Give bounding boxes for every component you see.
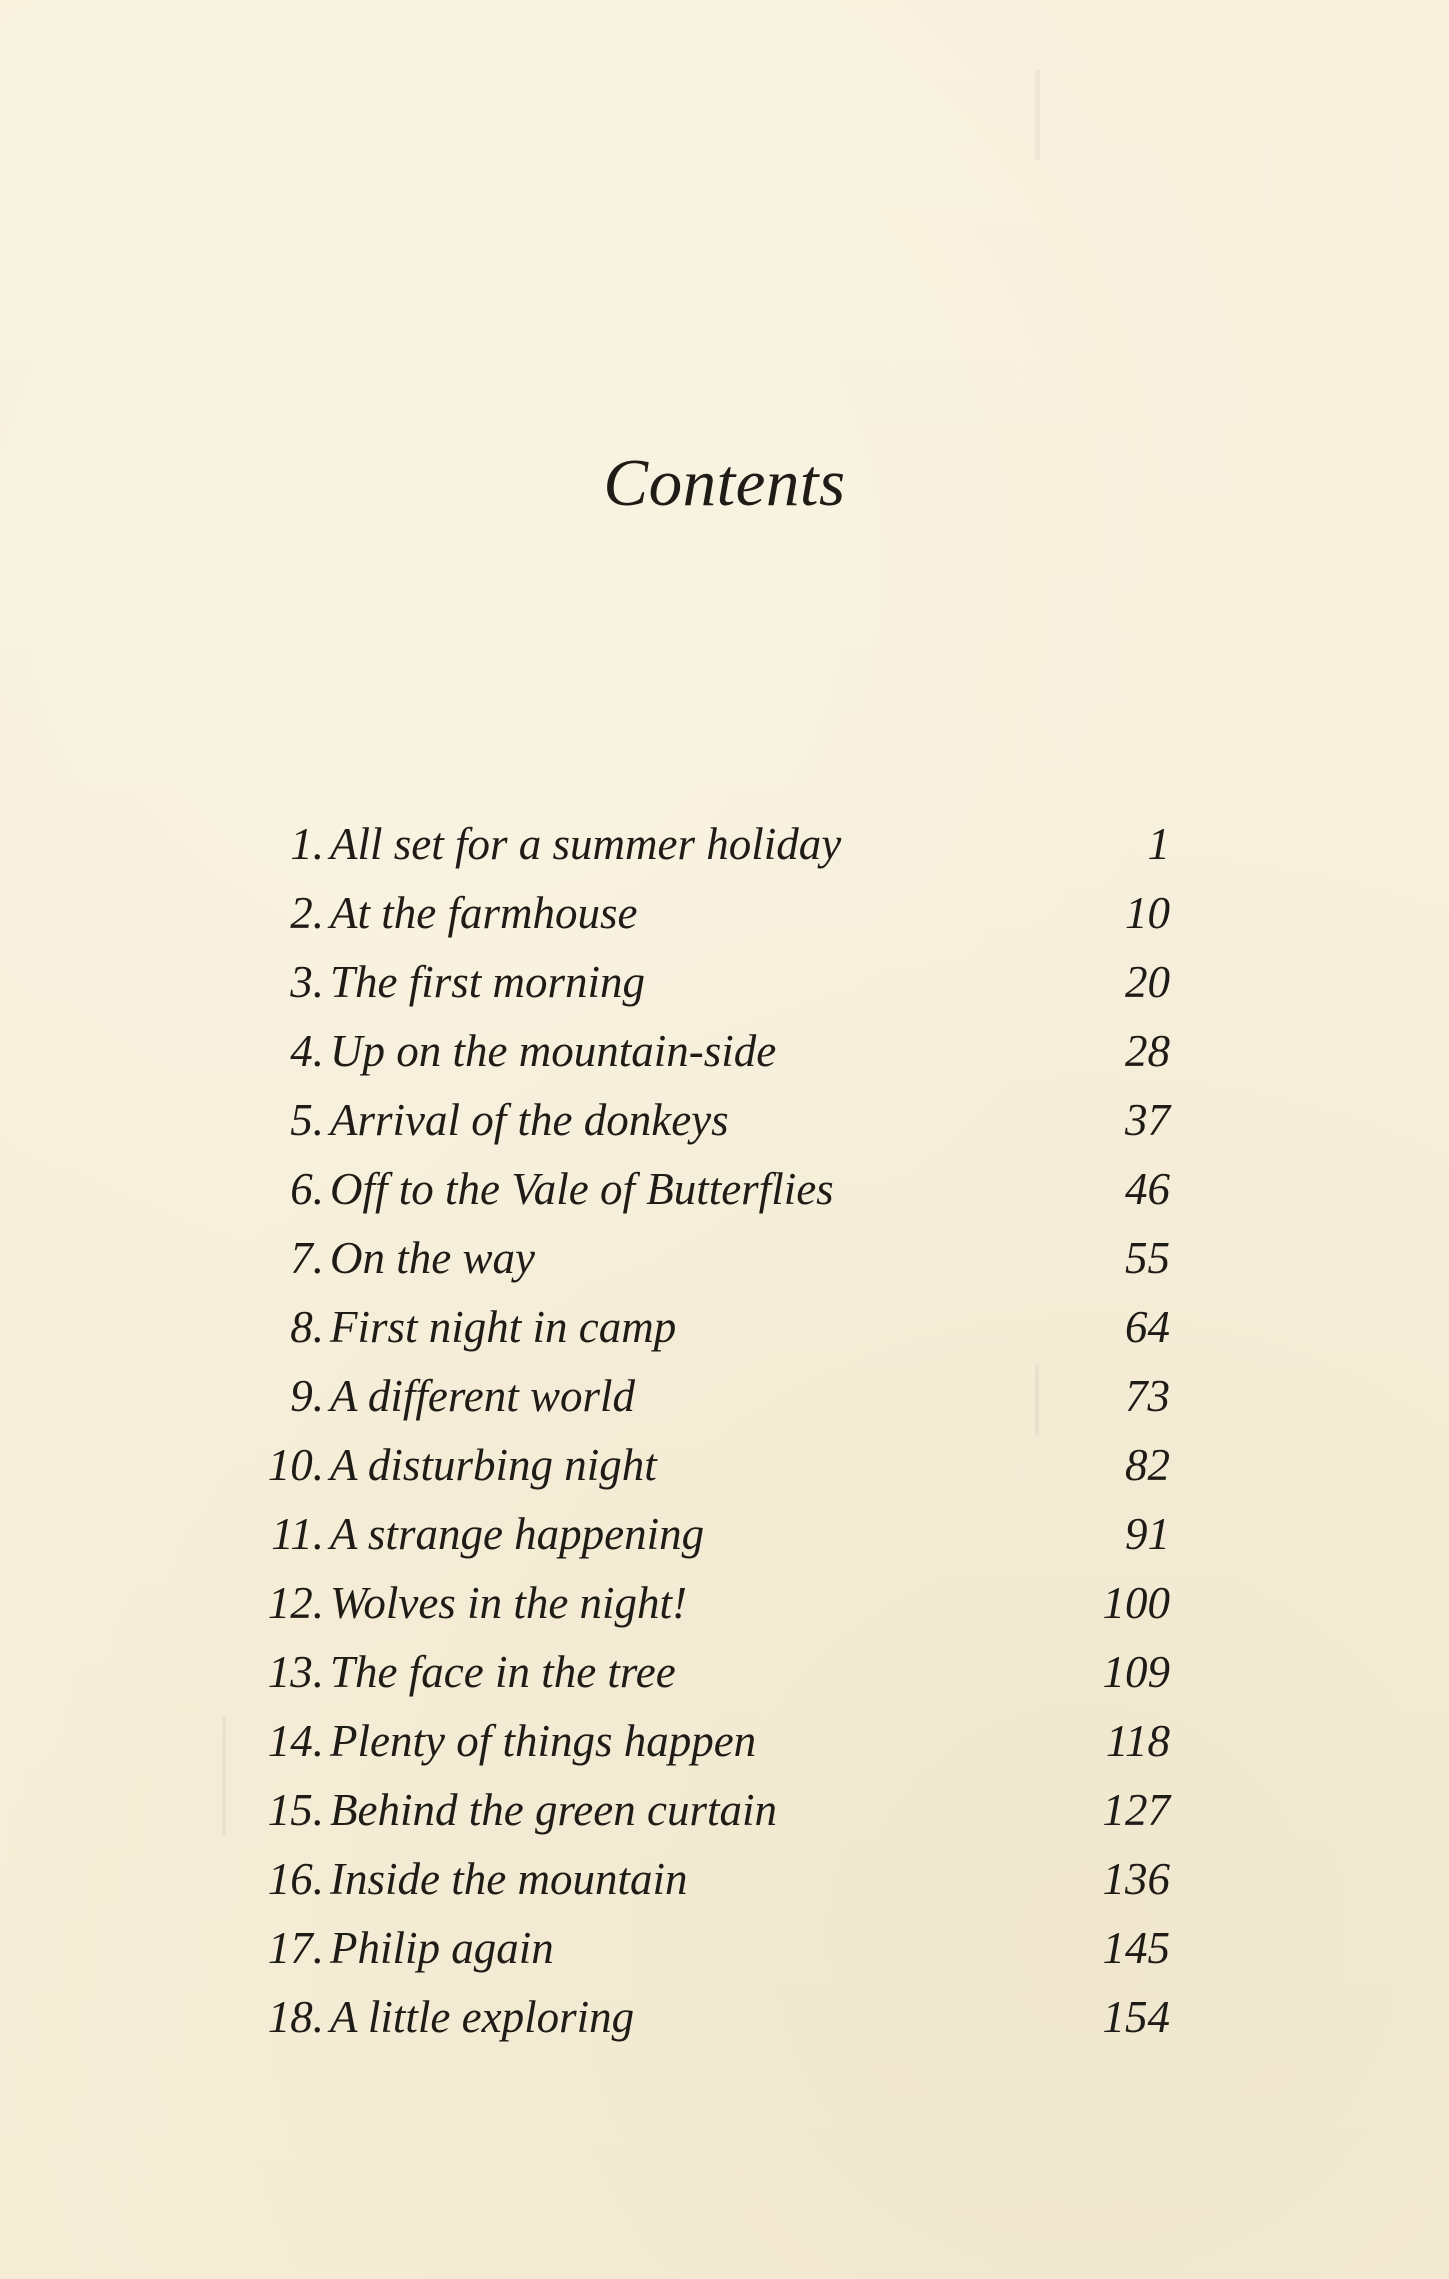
chapter-title: Inside the mountain [330,1854,688,1904]
toc-entry [230,1224,1170,1293]
chapter-title: Up on the mountain-side [330,1026,777,1076]
chapter-number: 5. [290,1095,324,1145]
chapter-page: 73 [1125,1371,1170,1421]
table-of-contents [230,810,1170,2052]
toc-entry [230,1569,1170,1638]
chapter-title: A strange happening [330,1509,705,1559]
chapter-title: All set for a summer holiday [330,819,842,869]
toc-entry [230,1362,1170,1431]
chapter-title: A little exploring [330,1992,635,2042]
toc-entry [230,1086,1170,1155]
chapter-title: Philip again [330,1923,554,1973]
toc-entry [230,1845,1170,1914]
chapter-number: 7. [290,1233,324,1283]
chapter-title: On the way [330,1233,535,1283]
chapter-number: 17. [267,1923,324,1973]
chapter-page: 109 [1102,1647,1170,1697]
page-title: Contents [603,446,846,520]
chapter-page: 1 [1147,819,1170,869]
chapter-number: 1. [290,819,324,869]
chapter-page: 100 [1102,1578,1170,1628]
toc-entry [230,1293,1170,1362]
chapter-number: 6. [290,1164,324,1214]
chapter-title: First night in camp [330,1302,677,1352]
chapter-number: 16. [267,1854,324,1904]
chapter-number: 3. [290,957,324,1007]
toc-entry [230,1155,1170,1224]
chapter-title: A disturbing night [330,1440,657,1490]
toc-entry [230,1776,1170,1845]
toc-entry [230,1914,1170,1983]
chapter-number: 13. [267,1647,324,1697]
page-bleed-mark [1035,70,1040,160]
chapter-number: 9. [290,1371,324,1421]
chapter-number: 8. [290,1302,324,1352]
chapter-title: Wolves in the night! [330,1578,688,1628]
chapter-number: 11. [271,1509,324,1559]
chapter-page: 28 [1125,1026,1170,1076]
chapter-title: Off to the Vale of Butterflies [330,1164,834,1214]
chapter-page: 64 [1125,1302,1170,1352]
chapter-title: The first morning [330,957,646,1007]
chapter-number: 10. [267,1440,324,1490]
page-bleed-mark [222,1715,226,1835]
chapter-number: 2. [290,888,324,938]
chapter-number: 18. [267,1992,324,2042]
toc-entry [230,1638,1170,1707]
toc-entry [230,1707,1170,1776]
toc-entry [230,879,1170,948]
chapter-page: 55 [1125,1233,1170,1283]
chapter-page: 118 [1105,1716,1170,1766]
chapter-title: At the farmhouse [330,888,638,938]
chapter-page: 10 [1125,888,1170,938]
chapter-number: 4. [290,1026,324,1076]
toc-entry [230,1983,1170,2052]
chapter-page: 154 [1102,1992,1170,2042]
chapter-title: A different world [330,1371,636,1421]
chapter-page: 20 [1125,957,1170,1007]
chapter-title: Arrival of the donkeys [330,1095,729,1145]
chapter-number: 14. [267,1716,324,1766]
chapter-title: Plenty of things happen [330,1716,757,1766]
chapter-page: 91 [1125,1509,1170,1559]
toc-entry [230,810,1170,879]
chapter-page: 37 [1125,1095,1170,1145]
toc-entry [230,948,1170,1017]
chapter-page: 82 [1125,1440,1170,1490]
chapter-page: 136 [1102,1854,1170,1904]
toc-entry [230,1500,1170,1569]
chapter-page: 46 [1125,1164,1170,1214]
chapter-title: The face in the tree [330,1647,676,1697]
chapter-number: 15. [267,1785,324,1835]
chapter-page: 127 [1102,1785,1170,1835]
chapter-title: Behind the green curtain [330,1785,777,1835]
chapter-number: 12. [267,1578,324,1628]
toc-entry [230,1017,1170,1086]
chapter-page: 145 [1102,1923,1170,1973]
toc-entry [230,1431,1170,1500]
